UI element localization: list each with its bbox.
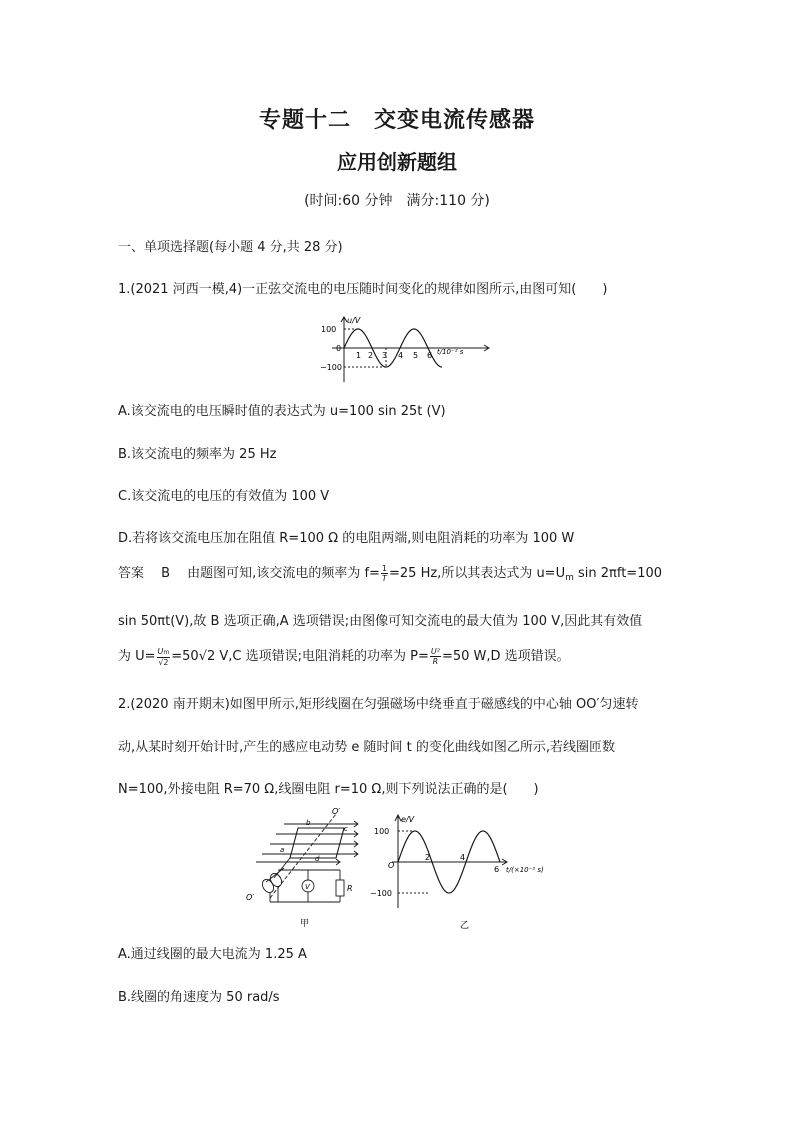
- q1-answer-line2: sin 50πt(V),故 B 选项正确,A 选项错误;由图像可知交流电的最大值为 100 V,因此其有效值: [118, 614, 643, 629]
- page-title: 专题十二 交变电流传感器: [258, 108, 535, 133]
- jia-label-a: a: [280, 846, 285, 854]
- jia-label-o-top: O′: [332, 807, 341, 816]
- q2-stem-line1: 2.(2020 南开期末)如图甲所示,矩形线圈在匀强磁场中绕垂直于磁感线的中心轴 OO′匀速转: [118, 697, 639, 712]
- q1-option-d: D.若将该交流电压加在阻值 R=100 Ω 的电阻两端,则电阻消耗的功率为 100 W: [118, 531, 575, 546]
- q1-answer-line3: 为 U= $\frac{Um}{√2}$ =50√2 V,C 选项错误;电阻消耗的功率为 P= $\frac{\text{U²}}{R}$ =50 W,D 选项错误。: [118, 646, 570, 667]
- q1-xtick-4: 4: [398, 351, 404, 360]
- q2-emf-graph: [368, 810, 548, 934]
- q1-option-c: C.该交流电的电压的有效值为 100 V: [118, 489, 330, 504]
- q2-stem-line2: 动,从某时刻开始计时,产生的感应电动势 e 随时间 t 的变化曲线如图乙所示,若线圈匝数: [118, 740, 616, 755]
- q1-ytick-0: 0: [336, 344, 342, 353]
- q1-option-a: A.该交流电的电压瞬时值的表达式为 u=100 sin 25t (V): [118, 404, 446, 419]
- page-subtitle: 应用创新题组: [337, 150, 457, 174]
- yi-ytick-100: 100: [374, 827, 390, 836]
- yi-xtick-6: 6: [494, 865, 500, 874]
- exam-meta: (时间:60 分钟 满分:110 分): [304, 193, 490, 209]
- q2-option-b: B.线圈的角速度为 50 rad/s: [118, 990, 280, 1005]
- q1-answer-line1: 答案 B 由题图可知,该交流电的频率为 f= $\frac{1}{T}$ =25 Hz,所以其表达式为 $u=U_m$ sin 2πft=100: [118, 564, 663, 583]
- jia-label-b: b: [306, 819, 311, 827]
- q1-xtick-5: 5: [413, 351, 419, 360]
- frac-um-over-sqrt2: $\frac{Um}{√2}$: [157, 646, 170, 667]
- q1-ytick-neg100: −100: [320, 363, 342, 372]
- section-heading: 一、单项选择题(每小题 4 分,共 28 分): [118, 240, 343, 255]
- jia-label-o-bottom: O′: [246, 893, 255, 902]
- jia-label-r: R: [347, 884, 353, 893]
- q1-xtick-1: 1: [356, 351, 362, 360]
- q1-xtick-3: 3: [382, 351, 388, 360]
- yi-caption: 乙: [460, 921, 470, 931]
- q1-ylabel: u/V: [347, 316, 361, 325]
- yi-xtick-4: 4: [460, 853, 466, 862]
- q1-xtick-6: 6: [427, 351, 433, 360]
- q1-voltage-graph: [318, 314, 518, 384]
- jia-label-d: d: [315, 855, 320, 863]
- frac-u2-over-r: $\frac{\text{U²}}{R}$: [430, 647, 440, 666]
- q1-stem: 1.(2021 河西一模,4)一正弦交流电的电压随时间变化的规律如图所示,由图可知( ): [118, 282, 608, 297]
- frac-1-over-T: $\frac{1}{T}$: [381, 564, 388, 583]
- q1-option-b: B.该交流电的频率为 25 Hz: [118, 447, 277, 462]
- q1-xlabel: t/10⁻² s: [437, 348, 464, 356]
- yi-ytick-neg100: −100: [370, 889, 392, 898]
- yi-ylabel: e/V: [401, 815, 415, 824]
- q1-ytick-100: 100: [321, 325, 337, 334]
- q2-coil-diagram: [240, 806, 370, 934]
- jia-label-v: V: [305, 883, 310, 891]
- yi-xtick-2: 2: [425, 853, 431, 862]
- q1-xtick-2: 2: [368, 351, 374, 360]
- jia-label-c: c: [344, 825, 348, 833]
- q2-stem-line3: N=100,外接电阻 R=70 Ω,线圈电阻 r=10 Ω,则下列说法正确的是( ): [118, 782, 539, 797]
- yi-xlabel: t/(×10⁻² s): [506, 866, 544, 874]
- jia-caption: 甲: [300, 919, 310, 929]
- q2-option-a: A.通过线圈的最大电流为 1.25 A: [118, 947, 307, 962]
- yi-ytick-o: O: [388, 861, 395, 870]
